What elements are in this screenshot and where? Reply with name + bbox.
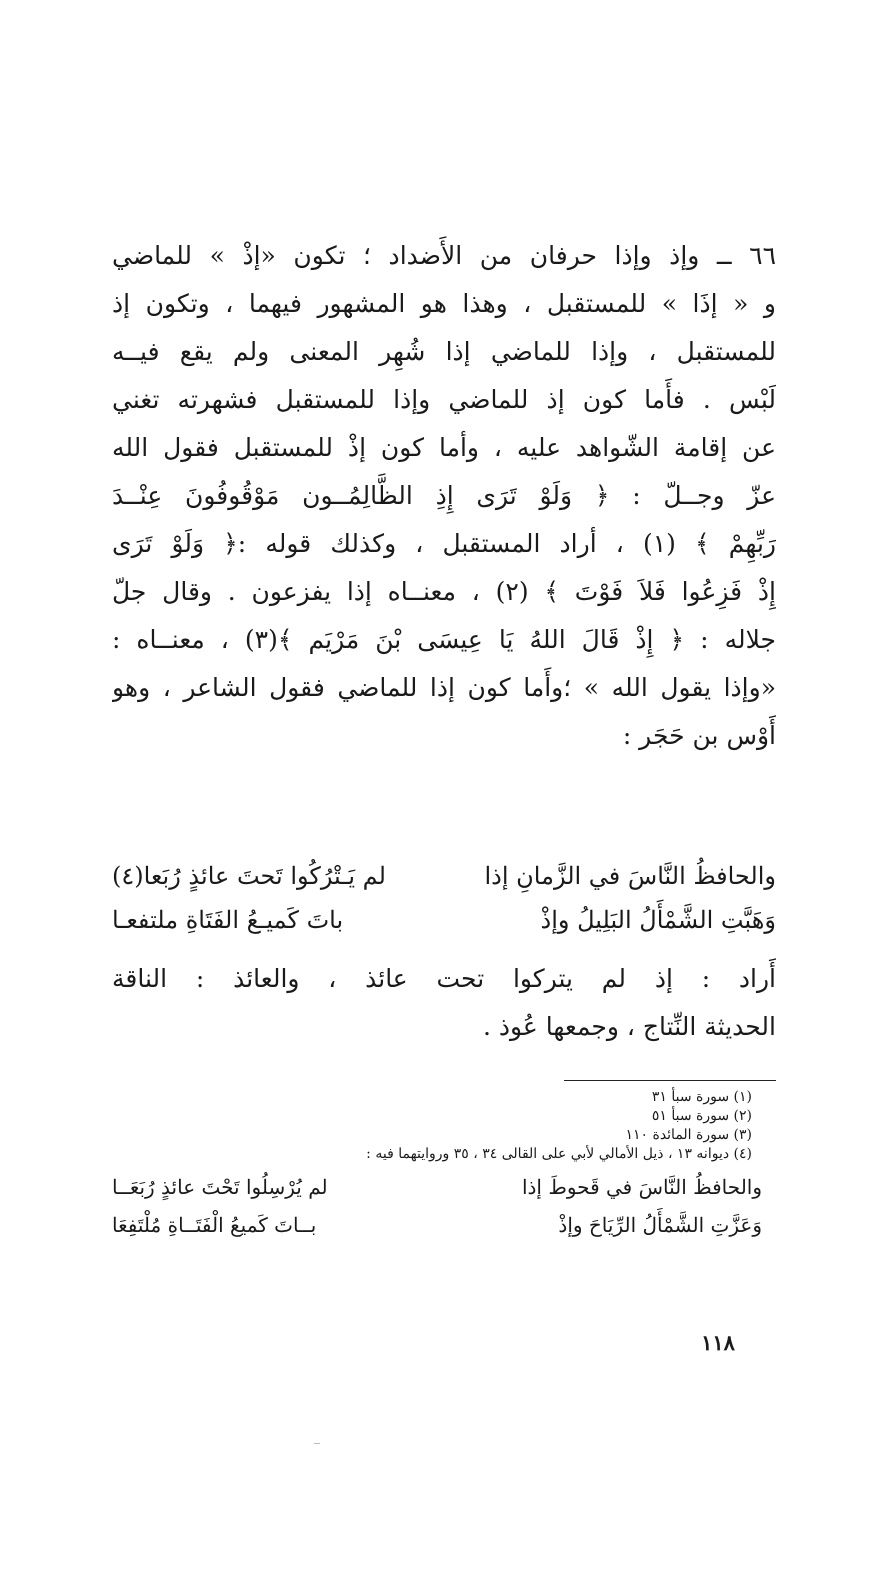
verse-row xyxy=(112,1206,762,1244)
text-line: جلاله : ﴿ إِذْ قَالَ اللهُ يَا عِيسَى بْنَ مَرْيَم ﴾(٣) ، معنــاه : xyxy=(112,625,776,654)
verse-second-hemistich: لم يَـتْرُكُوا تَحتَ عائذٍ رُبَعا(٤) xyxy=(112,862,386,890)
verse-row xyxy=(112,898,776,942)
verse-first-hemistich: وَهَبَّتِ الشَّمْأَلُ البَلِيلُ وإذْ xyxy=(540,906,776,934)
text-line: عن إقامة الشّواهد عليه ، وأما كون إذْ للمستقبل فقول الله xyxy=(112,433,776,462)
footnote: (١) سورة سبأ ٣١ xyxy=(651,1089,752,1105)
text-line: للمستقبل ، وإذا للماضي إذا شُهِر المعنى ولم يقع فيــه xyxy=(112,337,776,366)
text-line: «وإذا يقول الله » ؛وأَما كون إذا للماضي فقول الشاعر ، وهو xyxy=(112,673,776,702)
verse-row xyxy=(112,1168,762,1206)
footnote: (٤) ديوانه ١٣ ، ذيل الأمالي لأبي على القالى ٣٤ ، ٣٥ وروايتهما فيه : xyxy=(366,1146,752,1162)
verse-first-hemistich: والحافظُ النَّاسَ في قَحوطَ إذا xyxy=(521,1175,762,1199)
footnote-verses xyxy=(112,1168,762,1244)
footnote-divider xyxy=(564,1080,776,1081)
text-line: رَبِّهِمْ ﴾ (١) ، أراد المستقبل ، وكذلك قوله :﴿ وَلَوْ تَرَى xyxy=(112,529,776,558)
verse-second-hemistich: باتَ كَميـعُ الفَتَاةِ ملتفعـا xyxy=(112,906,344,934)
text-line: ٦٦ ــ وإذ وإذا حرفان من الأَضداد ؛ تكون «إذْ » للماضي xyxy=(112,241,776,270)
explanation-paragraph xyxy=(112,955,776,1051)
text-line: أَوْس بن حَجَر : xyxy=(622,721,776,750)
text-line: عزّ وجــلّ : ﴿ وَلَوْ تَرَى إِذِ الظَّالِمُــون مَوْقُوفُونَ عِنْــدَ xyxy=(112,481,776,510)
text-line: إِذْ فَزِعُوا فَلاَ فَوْتَ ﴾ (٢) ، معنــاه إذا يفزعون . وقال جلّ xyxy=(112,577,776,606)
verse-second-hemistich: بــاتَ كَميعُ الْفَتَــاةِ مُلْتَفِعَا xyxy=(112,1213,317,1237)
text-line: و « إذَا » للمستقبل ، وهذا هو المشهور فيهما ، وتكون إذ xyxy=(112,289,776,318)
verse-second-hemistich: لم يُرْسِلُوا تَحْتَ عائذٍ رُبَعَــا xyxy=(112,1175,328,1199)
verse-first-hemistich: والحافظُ النَّاسَ في الزَّمانِ إذا xyxy=(484,862,776,890)
poem-verses xyxy=(112,854,776,942)
footnotes xyxy=(112,1088,752,1164)
footnote: (٢) سورة سبأ ٥١ xyxy=(651,1108,752,1124)
page-number: ١١٨ xyxy=(701,1330,735,1355)
text-line: أَراد : إذ لم يتركوا تحت عائذ ، والعائذ : الناقة xyxy=(112,964,776,993)
main-paragraph xyxy=(112,232,776,760)
text-line: لَبْس . فأَما كون إذ للماضي وإذا للمستقبل فشهرته تغني xyxy=(112,385,776,414)
verse-row xyxy=(112,854,776,898)
text-line: الحديثة النِّتاج ، وجمعها عُوذ . xyxy=(482,1012,776,1041)
verse-first-hemistich: وَعَزَّتِ الشَّمْأَلُ الرِّيَاحَ وإذْ xyxy=(558,1213,762,1237)
footnote: (٣) سورة المائدة ١١٠ xyxy=(625,1127,752,1143)
scan-speck xyxy=(314,1443,320,1444)
